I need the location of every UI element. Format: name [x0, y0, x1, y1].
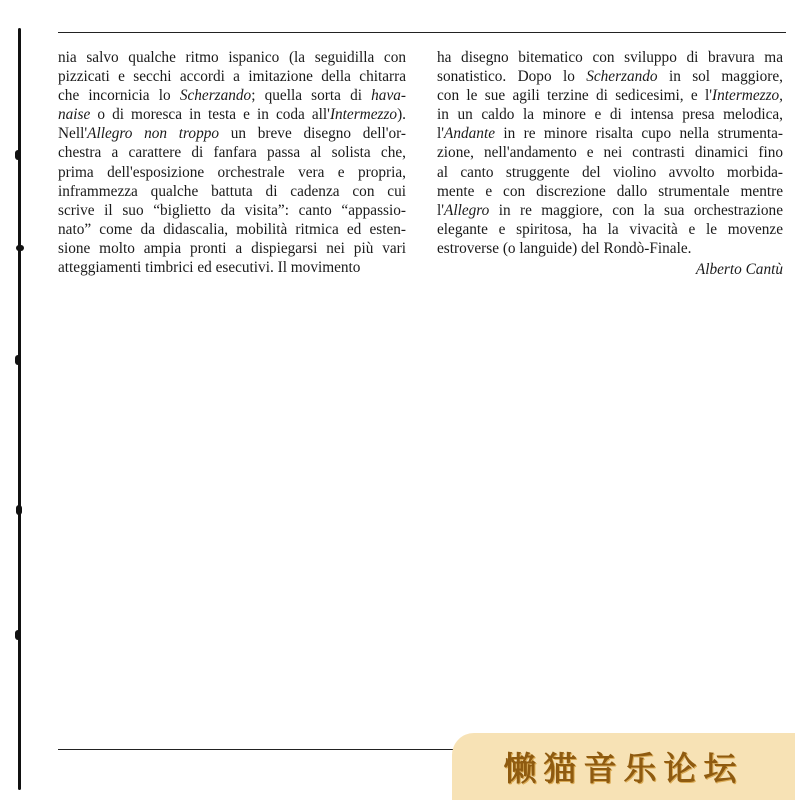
- text-run: in sol maggiore,: [657, 68, 783, 86]
- author-signature: Alberto Cantù: [695, 261, 783, 279]
- binding-mark: [15, 630, 21, 640]
- text-run: o di moresca in testa e in coda all': [90, 106, 330, 124]
- text-run: atteggiamenti timbrici ed esecutivi. Il movimento: [58, 259, 361, 277]
- text-run: in un caldo la minore e di intensa presa melodica,: [437, 106, 783, 124]
- text-run: nato” come da didascalia, mobilità ritmica ed esten-: [58, 220, 406, 238]
- text-line: [437, 124, 783, 143]
- text-run: chestra a carattere di fanfara passa al solista che,: [58, 144, 406, 162]
- italic-text: Scherzando: [586, 68, 658, 86]
- text-run: un breve disegno dell'or-: [219, 125, 406, 143]
- text-line: [58, 143, 406, 162]
- text-line: [58, 258, 406, 277]
- text-line: [58, 182, 406, 201]
- italic-text: Intermezzo,: [712, 87, 783, 105]
- watermark-text: 懒猫音乐论坛: [503, 749, 744, 788]
- text-line: [437, 48, 783, 67]
- binding-mark: [15, 150, 21, 160]
- text-run: nia salvo qualche ritmo ispanico (la seguidilla con: [58, 49, 406, 66]
- text-run: pizzicati e secchi accordi a imitazione della chitarra: [58, 68, 406, 86]
- forum-watermark: [452, 733, 795, 800]
- text-run: elegante e spiritosa, ha la vivacità e le movenze: [437, 220, 783, 238]
- italic-text: Allegro: [444, 201, 490, 219]
- binding-mark: [15, 355, 21, 365]
- text-run: Nell': [58, 125, 88, 143]
- text-line: [437, 239, 783, 258]
- text-line: [58, 239, 406, 258]
- left-text-column: [58, 48, 406, 277]
- italic-text: hava-: [371, 87, 406, 105]
- italic-text: Allegro non troppo: [87, 125, 220, 143]
- text-run: scrive il suo “biglietto da visita”: canto “appassio-: [58, 201, 406, 219]
- binding-edge: [18, 28, 21, 790]
- text-line: [437, 86, 783, 105]
- binding-mark: [16, 245, 24, 251]
- text-line: [437, 201, 783, 220]
- text-run: ; quella sorta di: [251, 87, 372, 105]
- italic-text: Intermezzo: [329, 106, 398, 124]
- italic-text: Andante: [444, 125, 495, 143]
- bottom-rule: [58, 749, 458, 750]
- text-run: ).: [397, 106, 406, 124]
- text-run: l': [437, 201, 445, 219]
- text-line: [58, 67, 406, 86]
- text-run: in re minore risalta cupo nella strumenta-: [495, 125, 783, 143]
- top-rule: [58, 32, 786, 33]
- text-line: [58, 124, 406, 143]
- text-run: l': [437, 125, 445, 143]
- binding-mark: [16, 505, 22, 515]
- text-line: [437, 105, 783, 124]
- text-run: che incornicia lo: [58, 87, 180, 105]
- text-line: [58, 220, 406, 239]
- text-run: al canto struggente del violino avvolto morbida-: [437, 163, 783, 181]
- italic-text: naise: [58, 106, 91, 124]
- text-run: sione molto ampia pronti a dispiegarsi nei più vari: [58, 239, 406, 257]
- text-run: con le sue agili terzine di sedicesimi, e l': [437, 87, 713, 105]
- text-line: [437, 182, 783, 201]
- text-line: [58, 105, 406, 124]
- text-run: estroverse (o languide) del Rondò-Finale.: [437, 239, 692, 257]
- text-line: [437, 67, 783, 86]
- text-run: inframmezza qualche battuta di cadenza con cui: [58, 182, 406, 200]
- text-line: [58, 201, 406, 220]
- text-run: prima dell'esposizione orchestrale vera e propria,: [58, 163, 406, 181]
- italic-text: Scherzando: [179, 87, 252, 105]
- text-run: mente e con discrezione dallo strumentale mentre: [437, 182, 783, 200]
- text-run: in re maggiore, con la sua orchestrazione: [489, 201, 783, 219]
- text-line: [437, 220, 783, 239]
- text-run: sonatistico. Dopo lo: [437, 68, 587, 86]
- text-run: zione, nell'andamento e nei contrasti dinamici fino: [437, 144, 783, 162]
- text-line: [437, 143, 783, 162]
- text-line: [437, 163, 783, 182]
- text-line: [58, 86, 406, 105]
- text-run: ha disegno bitematico con sviluppo di bravura ma: [437, 49, 783, 66]
- text-line: [58, 48, 406, 67]
- text-line: [58, 163, 406, 182]
- right-text-column: [437, 48, 783, 279]
